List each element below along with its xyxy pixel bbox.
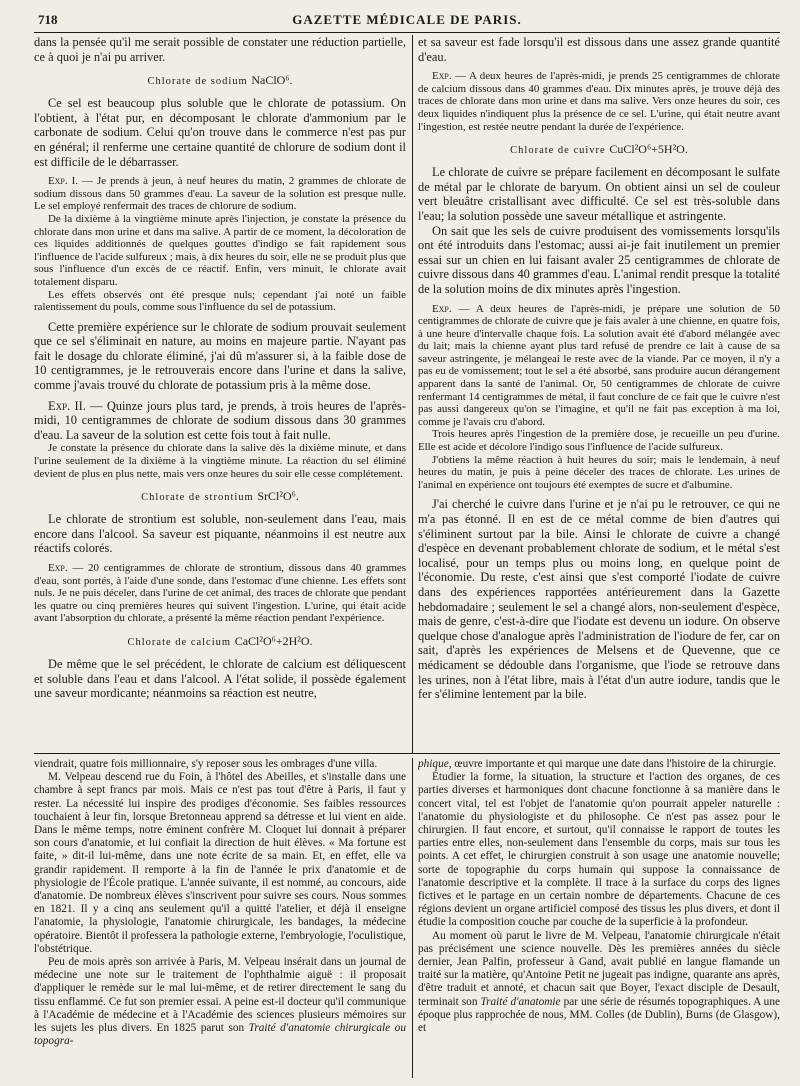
paragraph: M. Velpeau descend rue du Foin, à l'hôtel des Abeilles, et s'installe dans une chambre à sept francs par mois. Mais ce n'est pas tout d'être à Paris, il faut y rester. La nécessité lui inspire des prodiges d'économie. Ses faibles ressources touchaient à leur fin, lorsque Bretonneau apprend sa détresse et lui vient en aide. Dans le même temps, notre éminent confrère M. Cloquet lui donnait à préparer son cours d'anatomie, et lui confiait la direction de huit élèves. « Ma fortune est faite, » dit-il lui-même, dans une note écrite de sa main. Et, en effet, elle va grandir rapidement. Il remporte à la fin de l'année le prix d'anatomie et de physiologie de l'École pratique. L'année suivante, il est nommé, au concours, aide d'anatomie. De nombreux élèves s'inscrivent pour suivre ses cours. Nous sommes en 1821. Il y a cinq ans seulement qu'il a quitté l'atelier, et déjà il enseigne l'anatomie, la physiologie, l'anatomie chirurgicale, les bandages, la médecine opératoire. Bientôt il professera la pathologie externe, l'embryologie, l'oculistique, l'obstétrique. — [34, 771, 406, 955]
experiment-paragraph: Exp. — 20 centigrammes de chlorate de strontium, dissous dans 40 grammes d'eau, sont portés, à l'aide d'une sonde, dans l'estomac d'une chienne. Les effets sont nuls. Je ne puis déceler, dans l'urine de cet animal, des traces de chlorate que pendant les quatre ou cinq premières heures qui suivent l'ingestion. L'urine, qui était acide avant l'absorption du chlorate, a présenté la même réaction pendant l'expérience. — [34, 562, 406, 625]
paragraph: J'ai cherché le cuivre dans l'urine et je n'ai pu le retrouver, ce qui ne m'a pas étonné. Il en est de ce métal comme de bien d'autres qui s'éliminent surtout par la bile. Ainsi le chlorate de cuivre a changé d'espèce en devenant probablement chlorate de sodium, et le métal s'est localisé, pour un temps plus ou moins long, en quelque point de l'économie. Du reste, c'est ainsi que s'est comporté l'iodate de cuivre dans des expériences rapportées antérieurement dans la Gazette hebdomadaire ; seulement le sel a changé alors, non-seulement d'espèce, mais de genre, c'est-à-dire que l'iodate est devenu un iodure. On observe quelque chose d'analogue après l'administration de l'iodure de fer, car on sait, d'après les expériences de Melsens et de Quevenne, que ce médicament se dédouble dans l'organisme, que l'iode se retrouve dans les urines, non à l'état libre, mais à l'état d'un autre iodure, tandis que le fer s'élimine lentement par la bile. — [418, 497, 780, 702]
paragraph: Je constate la présence du chlorate dans la salive dès la dixième minute, et dans l'urine seulement de la dixième à la vingtième minute. La réaction du sel éliminé devient de plus en plus nette, mais vers onze heures du soir elle cesse complétement. — [34, 442, 406, 480]
paragraph: phique, œuvre importante et qui marque une date dans l'histoire de la chirurgie. — [418, 758, 777, 770]
column-divider — [412, 758, 413, 1078]
column-divider — [412, 35, 413, 753]
paragraph: Les effets observés ont été presque nuls; cependant j'ai noté un faible ralentissement du pouls, comme sous l'influence du sel de potassium. — [34, 288, 406, 314]
feuilleton-column-right — [418, 758, 780, 1078]
paragraph: Étudier la forme, la situation, la structure et l'action des organes, de ces parties diverses et harmoniques dont chacune fonctionne à sa manière dans le concert vital, tel est l'objet de l'anatomie qu'on pourrait appeler naturelle : l'anatomie du physiologiste et du philosophe. Ce n'est pas assez pour le chirurgien. Il faut encore, et surtout, qu'il connaisse le rapport de toutes les parties entre elles, non-seulement dans l'ensemble du corps, mais sur tous les points. A cet effet, le chirurgien construit à son usage une anatomie nouvelle; sorte de topographie du corps humain qui suppose la connaissance de l'anatomie descriptive et la complète. Il trace à la surface du corps des lignes fictives et le partage en un certain nombre de départements. Chacune de ces régions devient un organe artificiel composé des tissus les plus divers, et dont il étudie la composition couche par couche de la superficie à la profondeur. — [418, 771, 780, 929]
paragraph: et sa saveur est fade lorsqu'il est dissous dans une assez grande quantité d'eau. — [418, 35, 780, 64]
feuilleton-column-left — [34, 758, 406, 1078]
article-section — [34, 35, 780, 754]
experiment-paragraph: Exp. — A deux heures de l'après-midi, je prépare une solution de 50 centigrammes de chlorate de cuivre que je fais avaler à une chienne, en quatre fois, à une heure d'intervalle chaque fois. La solution avait été d'abord mélangée avec du lait; mais la chienne ayant plus tard refusé de prendre ce lait à cause de sa saveur astringente, je mélangeai le reste avec de la viande. Par ce moyen, il n'y a pas eu de vomissement; tout le sel a été absorbé, sans produire aucun dérangement apparent dans la santé de l'animal. Or, 50 centigrammes de chlorate de cuivre renfermant 14 centigrammes de métal, il faut conclure de ce fait que le cuivre n'est pas aussi dangereux qu'on se l'imagine, et qu'il ne fait pas exception à ma loi, comme je l'avais cru d'abord. — [418, 302, 780, 428]
paragraph: Trois heures après l'ingestion de la première dose, je recueille un peu d'urine. Elle est acide et décolore l'indigo sous l'influence de l'acide sulfureux. — [418, 428, 780, 454]
paragraph: viendrait, quatre fois millionnaire, s'y reposer sous les ombrages d'une villa. — [34, 758, 378, 770]
feuilleton-section — [34, 758, 780, 1078]
running-title: GAZETTE MÉDICALE DE PARIS. — [292, 12, 522, 27]
experiment-paragraph: Exp. I. — Je prends à jeun, à neuf heures du matin, 2 grammes de chlorate de sodium dissous dans 50 grammes d'eau. La saveur de la solution est presque nulle. Le sel employé renfermait des traces de chlorure de sodium. — [34, 175, 406, 213]
section-heading-cuivre: Chlorate de cuivre CuCl²O⁶+5H²O. — [510, 142, 688, 157]
paragraph: Le chlorate de cuivre se prépare facilement en décomposant le sulfate de métal par le chlorate de baryum. On obtient ainsi un sel de couleur vert bleuâtre cristallisant avec difficulté. Ce sel est très-soluble dans l'eau; la solution possède une saveur métallique et astringente. — [418, 165, 780, 223]
experiment-paragraph: Exp. II. — Quinze jours plus tard, je prends, à trois heures de l'après-midi, 10 centigrammes de chlorate de sodium dissous dans 30 grammes d'eau. La saveur de la solution est cette fois tout à fait nulle. — [34, 398, 406, 442]
section-heading-sodium: Chlorate de sodium NaClO⁶. — [147, 73, 293, 88]
page-number: 718 — [38, 12, 58, 27]
paragraph: J'obtiens la même réaction à huit heures du soir; mais le lendemain, à neuf heures du matin, je puis à peine déceler des traces de chlorate. Les urines de l'animal en expérience ont toujours été exemptes de sucre et d'albumine. — [418, 453, 780, 491]
section-heading-strontium: Chlorate de strontium SrCl²O⁶. — [141, 489, 299, 504]
paragraph: On sait que les sels de cuivre produisent des vomissements lorsqu'ils ont été introduits dans l'estomac; aussi ai-je fait inutilement un premier essai sur un chien en lui faisant avaler 25 centigrammes de chlorate de cuivre dissous dans 40 grammes d'eau. L'animal rendit presque la totalité de la solution moins de dix minutes après l'ingestion. — [418, 223, 780, 296]
paragraph: Peu de mois après son arrivée à Paris, M. Velpeau insérait dans un journal de médecine une note sur le traitement de l'ophthalmie aiguë : il proposait d'appliquer le remède sur le mal lui-même, et de retirer directement le sang du tissu enflammé. Ce fut son premier essai. A peine est-il docteur qu'il communique à l'Académie de médecine et à l'Académie des sciences plusieurs mémoires sur les sujets les plus divers. En 1825 parut son Traité d'anatomie chirurgicale ou topogra- — [34, 956, 406, 1048]
article-column-right — [418, 35, 780, 753]
paragraph: dans la pensée qu'il me serait possible de constater une réduction partielle, ce à quoi je n'ai pu arriver. — [34, 35, 406, 64]
article-column-left — [34, 35, 406, 753]
paragraph: Cette première expérience sur le chlorate de sodium prouvait seulement que ce sel s'éliminait en nature, au moins en majeure partie. N'ayant pas fait le dosage du chlorate éliminé, j'ai dû m'assurer si, à la faible dose de 10 centigrammes, je le retrouverais encore dans l'urine et dans la salive, comme j'avais trouvé du chlorate de potassium pris à la même dose. — [34, 319, 406, 393]
section-heading-calcium: Chlorate de calcium CaCl²O⁶+2H²O. — [127, 633, 313, 648]
paragraph: Ce sel est beaucoup plus soluble que le chlorate de potassium. On l'obtient, à l'état pur, en décomposant le chlorate d'ammonium par le carbonate de sodium. Celui qu'on trouve dans le commerce n'est pas pur en général; il renferme une certaine quantité de chlorure de sodium dont il est difficile de le débarrasser. — [34, 96, 406, 169]
page-header — [34, 6, 780, 33]
experiment-paragraph: Exp. — A deux heures de l'après-midi, je prends 25 centigrammes de chlorate de calcium dissous dans 40 grammes d'eau. Dix minutes après, je trouve déjà des traces de chlorate dans mon urine et dans ma salive. Vers onze heures du soir, ces deux liquides n'indiquent plus la présence de ce sel. L'urine, qui était neutre avant l'ingestion, est restée neutre pendant la durée de l'expérience. — [418, 70, 780, 133]
paragraph: Le chlorate de strontium est soluble, non-seulement dans l'eau, mais encore dans l'alcool. Sa saveur est piquante, néanmoins il est neutre aux réactifs colorés. — [34, 512, 406, 556]
paragraph: Au moment où parut le livre de M. Velpeau, l'anatomie chirurgicale n'était pas précisément une science nouvelle. Dès les premières années du siècle dernier, Jean Palfin, professeur à Gand, avait publié en langue flamande un traité sur la matière, qu'Antoine Petit ne jugeait pas indigne, quarante ans après, d'être traduit et annoté, et chacun sait que Boyer, l'exact disciple de Desault, terminait son Traité d'anatomie par une série de résumés topographiques. A une époque plus rapprochée de nous, MM. Colles (de Dublin), Burns (de Glasgow), et — [418, 929, 780, 1035]
paragraph: De la dixième à la vingtième minute après l'injection, je constate la présence du chlorate dans mon urine et dans ma salive. A partir de ce moment, la décoloration de ces liquides additionnés de quelques gouttes d'indigo se fait rapidement sous l'influence de l'acide sulfureux ; mais, à dix heures du soir, elle ne se produit plus que sous l'influence d'un excès de ce réactif. Enfin, vers minuit, le chlorate avait totalement disparu. — [34, 212, 406, 288]
paragraph: De même que le sel précédent, le chlorate de calcium est déliquescent et soluble dans l'eau et dans l'alcool. A l'état solide, il possède également une saveur mordicante; néanmoins sa réaction est neutre, — [34, 656, 406, 701]
